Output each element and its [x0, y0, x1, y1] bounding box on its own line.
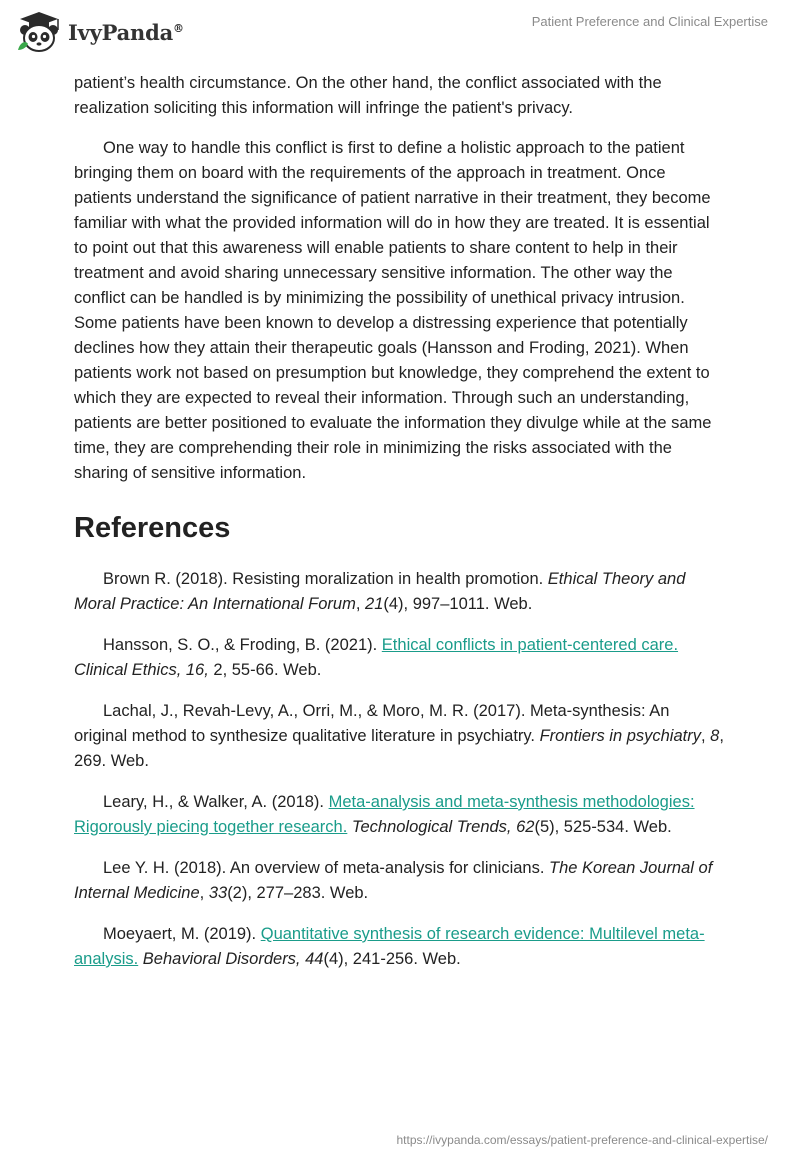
references-list	[74, 567, 724, 972]
reference-item	[74, 790, 724, 840]
brand-name: IvyPanda®	[68, 19, 184, 45]
reference-link[interactable]: Meta-analysis and meta-synthesis methodologies: Rigorously piecing together research.	[74, 793, 695, 836]
reference-item	[74, 922, 724, 972]
reference-source: The Korean Journal of Internal Medicine	[74, 859, 713, 902]
reference-item	[74, 699, 724, 774]
reference-source: Ethical Theory and Moral Practice: An International Forum	[74, 570, 686, 613]
reference-text: ,	[199, 884, 209, 902]
reference-source: Frontiers in psychiatry	[539, 727, 701, 745]
reference-text: 2, 55-66. Web.	[208, 661, 322, 679]
reference-item	[74, 633, 724, 683]
reference-source: Clinical Ethics, 16,	[74, 661, 209, 679]
ivypanda-logo[interactable]	[14, 10, 184, 54]
essay-content	[74, 71, 724, 988]
reference-text: (2), 277–283. Web.	[227, 884, 369, 902]
reference-text: Brown R. (2018). Resisting moralization in health promotion.	[103, 570, 548, 588]
running-title: Patient Preference and Clinical Expertise	[531, 14, 768, 29]
reference-text: (4), 997–1011. Web.	[383, 595, 533, 613]
reference-volume: 21	[365, 595, 384, 613]
reference-link[interactable]: Ethical conflicts in patient-centered care.	[381, 636, 679, 654]
source-url[interactable]: https://ivypanda.com/essays/patient-preference-and-clinical-expertise/	[396, 1133, 768, 1147]
reference-link[interactable]: Quantitative synthesis of research evidence: Multilevel meta-analysis.	[74, 925, 705, 968]
reference-text: Leary, H., & Walker, A. (2018).	[103, 793, 329, 811]
reference-text: Hansson, S. O., & Froding, B. (2021).	[103, 636, 382, 654]
reference-text: Lee Y. H. (2018). An overview of meta-analysis for clinicians.	[103, 859, 550, 877]
references-heading: References	[74, 512, 231, 544]
reference-item	[74, 567, 724, 617]
body-paragraph: patient’s health circumstance. On the other hand, the conflict associated with the realization soliciting this information will infringe the patient's privacy.	[74, 74, 662, 117]
reference-source: Technological Trends, 62	[347, 818, 535, 836]
reference-text: Moeyaert, M. (2019).	[103, 925, 261, 943]
reference-volume: 8	[710, 727, 720, 745]
reference-text: Lachal, J., Revah-Levy, A., Orri, M., & Moro, M. R. (2017). Meta-synthesis: An original method to synthesize qualitative literature in psychiatry.	[74, 702, 670, 745]
reference-text: ,	[355, 595, 366, 613]
body-paragraph: One way to handle this conflict is first to define a holistic approach to the patient bringing them on board with the requirements of the approach in treatment. Once patients understand the significance of patient narrative in their treatment, they become familiar with what the provided information will do in how they are treated. It is essential to point out that this awareness will enable patients to share content to help in their treatment and avoid sharing unnecessary sensitive information. The other way the conflict can be handled is by minimizing the possibility of unethical privacy intrusion. Some patients have been known to develop a distressing experience that potentially declines how they attain their therapeutic goals (Hansson and Froding, 2021). When patients work not based on presumption but knowledge, they comprehend the extent to which they are expected to reveal their information. Through such an understanding, patients are better positioned to evaluate the information they divulge while at the same time, they are comprehending their role in minimizing the risks associated with the sharing of sensitive information.	[74, 139, 712, 482]
reference-text: (4), 241-256. Web.	[323, 950, 461, 968]
page-header	[0, 0, 800, 60]
reference-text: , 269. Web.	[74, 727, 724, 770]
reference-text: ,	[700, 727, 711, 745]
reference-item	[74, 856, 724, 906]
reference-source: Behavioral Disorders, 44	[138, 950, 324, 968]
reference-text: (5), 525-534. Web.	[534, 818, 672, 836]
panda-graduate-icon	[14, 10, 64, 54]
reference-volume: 33	[208, 884, 228, 902]
